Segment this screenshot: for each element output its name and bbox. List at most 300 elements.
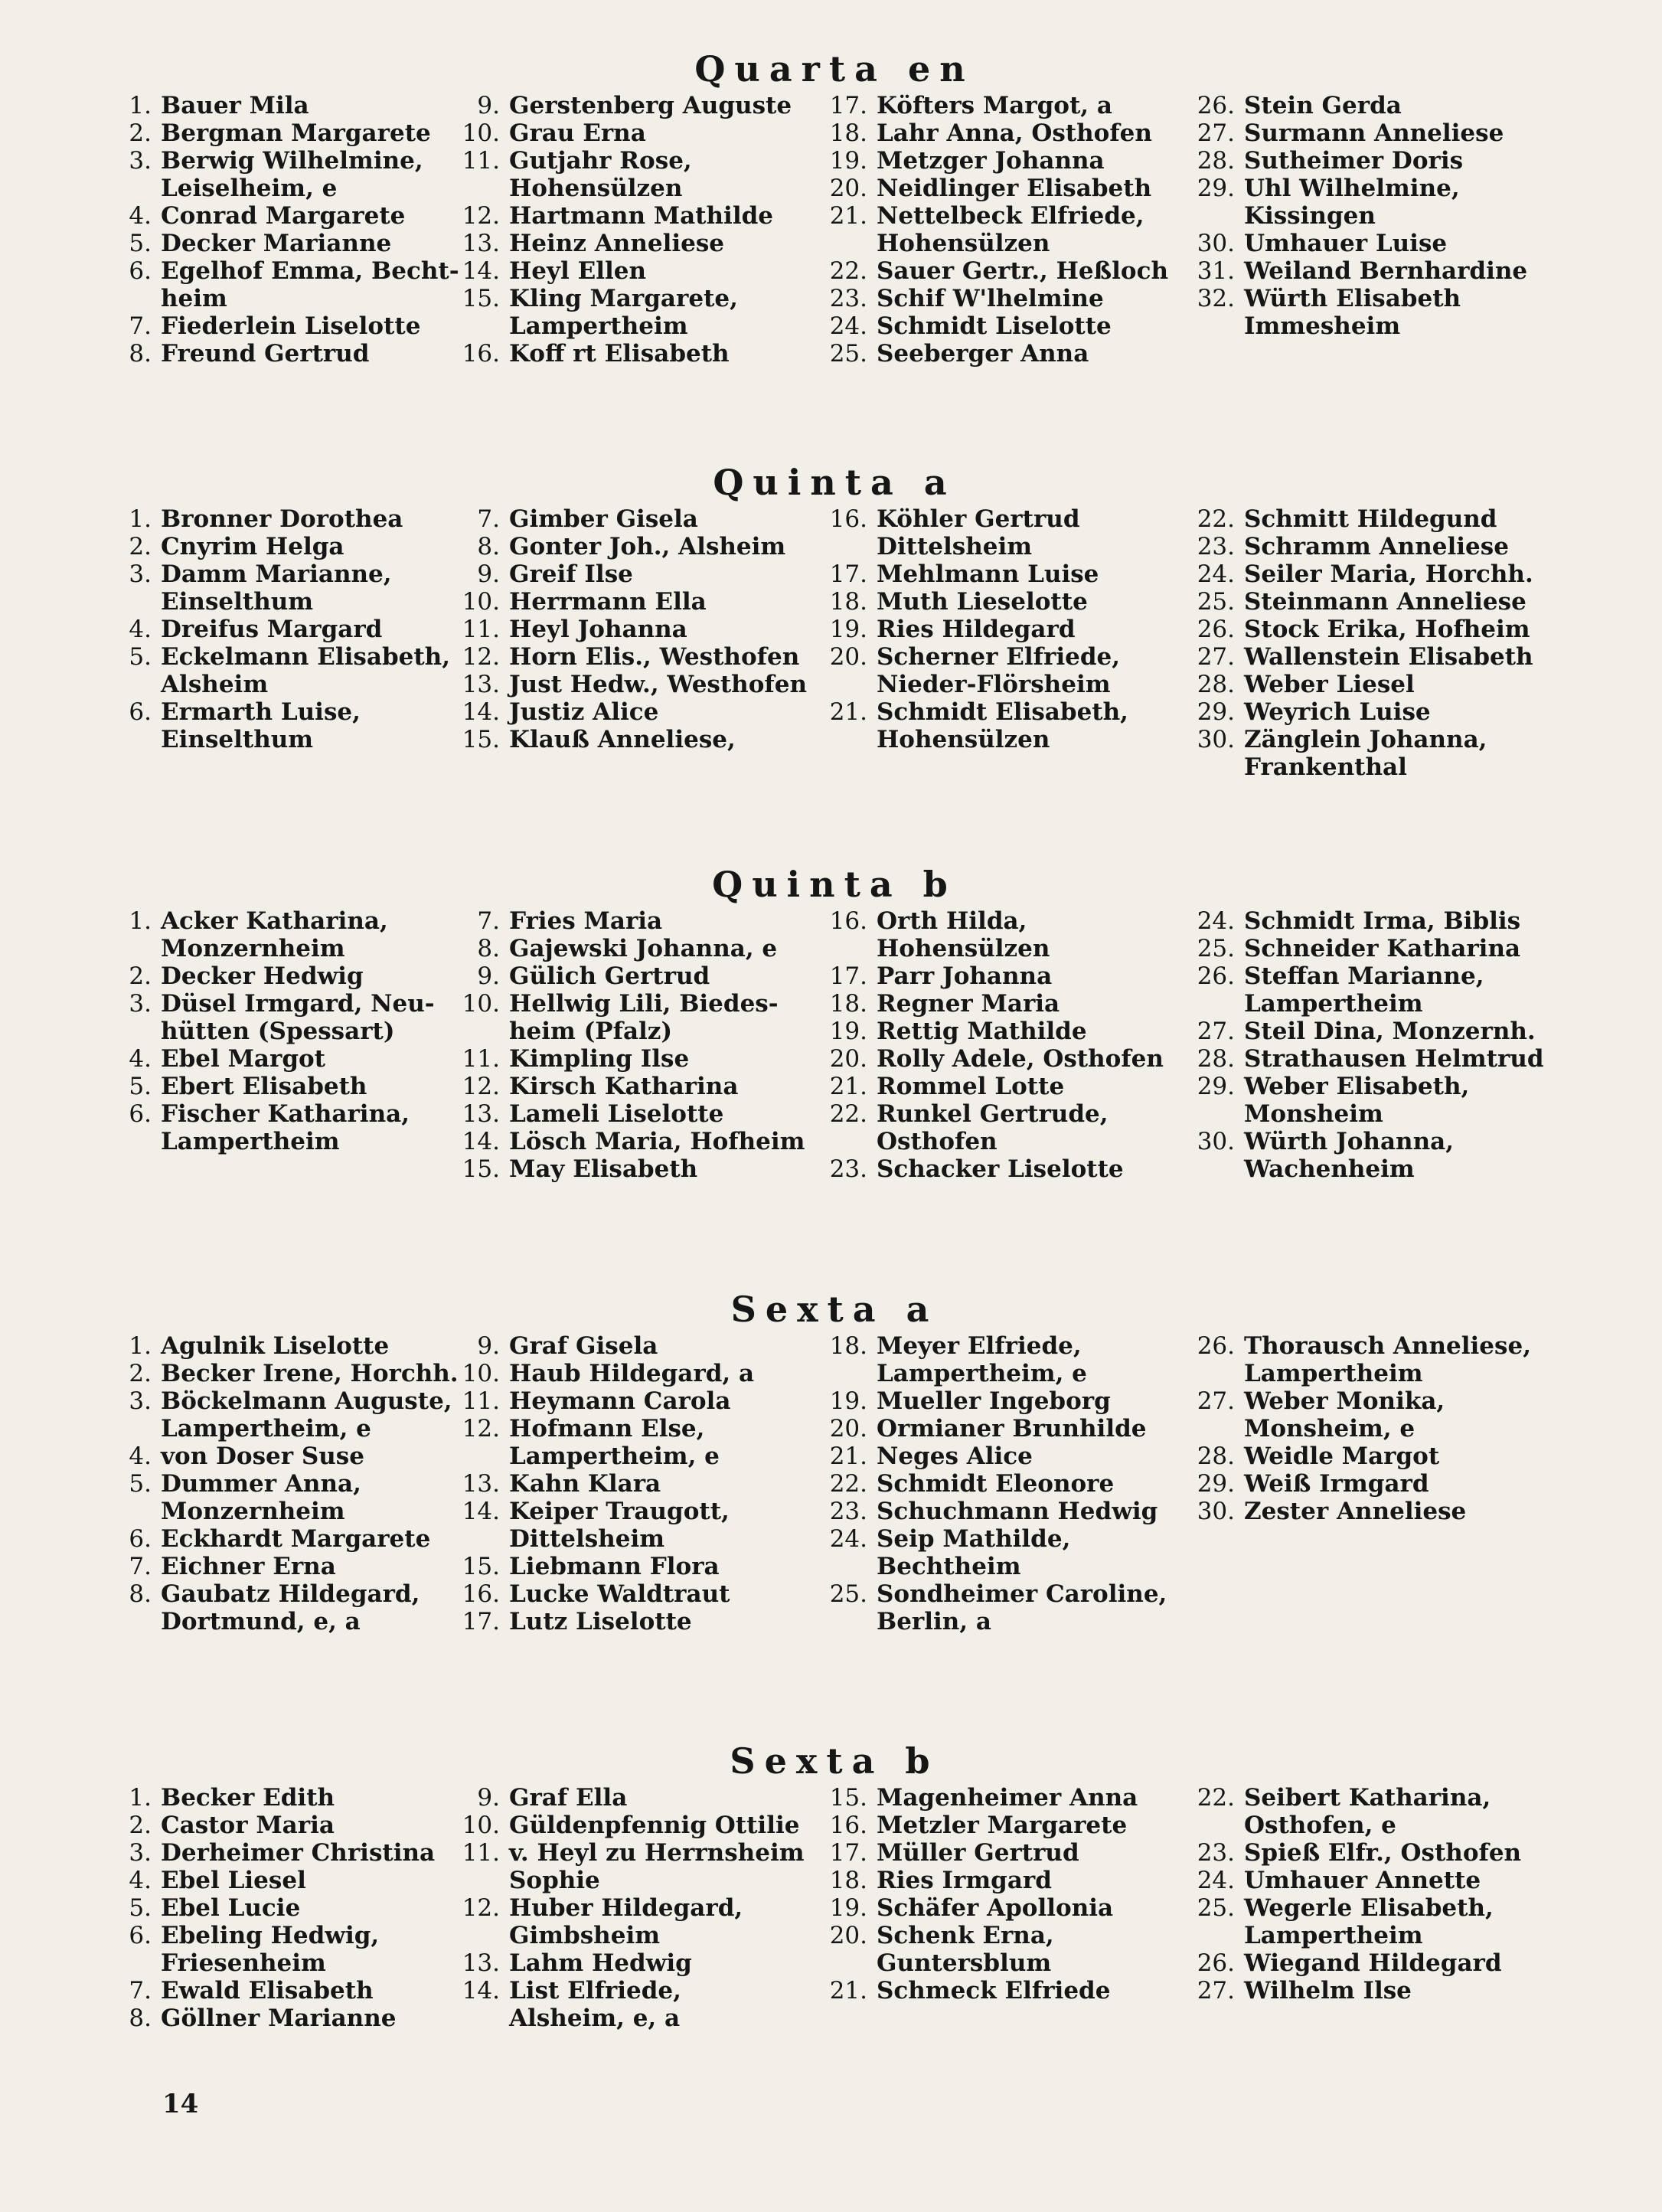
- list-item: [823, 1100, 1183, 1155]
- student-name: Damm Marianne, Einselthum: [161, 560, 392, 616]
- item-number: 12.: [462, 1894, 500, 1922]
- student-name: Ormianer Brunhilde: [877, 1415, 1147, 1443]
- list-item: [1190, 1867, 1550, 1894]
- item-number: 10.: [462, 1360, 500, 1387]
- item-number: 25.: [1197, 1894, 1235, 1922]
- list-item: [823, 1867, 1183, 1894]
- item-number: 27.: [1197, 1018, 1235, 1045]
- student-name: Gajewski Johanna, e: [509, 935, 778, 962]
- list-column: [1190, 907, 1550, 1183]
- student-name: Haub Hildegard, a: [509, 1360, 755, 1387]
- item-number: 32.: [1197, 285, 1235, 312]
- item-number: 14.: [462, 1977, 500, 2005]
- list-item: [107, 2005, 467, 2032]
- item-number: 27.: [1197, 643, 1235, 671]
- student-name: Wiegand Hildegard: [1244, 1949, 1502, 1977]
- list-item: [1190, 616, 1550, 643]
- item-number: 12.: [462, 643, 500, 671]
- list-item: [823, 175, 1183, 202]
- item-number: 22.: [829, 1100, 867, 1128]
- list-item: [455, 1332, 815, 1360]
- student-name: v. Heyl zu Herrnsheim Sophie: [509, 1839, 805, 1894]
- item-number: 24.: [1197, 560, 1235, 588]
- list-item: [823, 1977, 1183, 2005]
- list-item: [107, 1525, 467, 1553]
- student-name: Ebeling Hedwig, Friesenheim: [161, 1922, 380, 1977]
- student-name: Becker Edith: [161, 1784, 335, 1812]
- student-name: Gimber Gisela: [509, 505, 698, 533]
- student-name: Keiper Traugott, Dittelsheim: [509, 1498, 730, 1553]
- student-name: Muth Lieselotte: [877, 588, 1088, 616]
- list-item: [455, 1470, 815, 1498]
- list-item: [107, 1784, 467, 1812]
- list-item: [823, 907, 1183, 962]
- item-number: 10.: [462, 119, 500, 147]
- item-number: 19.: [829, 616, 867, 643]
- list-item: [1190, 1839, 1550, 1867]
- item-number: 1.: [129, 505, 152, 533]
- item-number: 6.: [129, 1922, 152, 1949]
- list-item: [823, 990, 1183, 1018]
- student-name: Eckhardt Margarete: [161, 1525, 431, 1553]
- student-name: Weber Elisabeth, Monsheim: [1244, 1073, 1470, 1128]
- list-item: [107, 147, 467, 202]
- item-number: 30.: [1197, 1128, 1235, 1155]
- student-name: Schramm Anneliese: [1244, 533, 1509, 560]
- student-name: Lameli Liselotte: [509, 1100, 724, 1128]
- list-item: [823, 285, 1183, 312]
- student-name: Cnyrim Helga: [161, 533, 344, 560]
- student-name: Gülich Gertrud: [509, 962, 710, 990]
- item-number: 5.: [129, 643, 152, 671]
- item-number: 7.: [129, 312, 152, 340]
- list-item: [455, 119, 815, 147]
- item-number: 15.: [462, 1155, 500, 1183]
- list-item: [107, 119, 467, 147]
- item-number: 20.: [829, 1922, 867, 1949]
- section-quinta-b: [107, 861, 1562, 1214]
- item-number: 17.: [829, 92, 867, 119]
- list-item: [107, 990, 467, 1045]
- student-name: Weiß Irmgard: [1244, 1470, 1429, 1498]
- student-name: Metzler Margarete: [877, 1812, 1128, 1839]
- student-name: Wilhelm Ilse: [1244, 1977, 1412, 2005]
- item-number: 16.: [829, 505, 867, 533]
- list-item: [455, 92, 815, 119]
- list-item: [455, 1949, 815, 1977]
- list-item: [107, 698, 467, 753]
- student-name: Bauer Mila: [161, 92, 309, 119]
- item-number: 13.: [462, 1470, 500, 1498]
- student-name: Decker Marianne: [161, 230, 392, 257]
- student-name: Gonter Joh., Alsheim: [509, 533, 786, 560]
- student-name: Seeberger Anna: [877, 340, 1089, 368]
- item-number: 29.: [1197, 698, 1235, 726]
- student-name: Justiz Alice: [509, 698, 659, 726]
- item-number: 27.: [1197, 119, 1235, 147]
- item-number: 21.: [829, 698, 867, 726]
- list-item: [455, 257, 815, 285]
- list-item: [455, 726, 815, 753]
- list-item: [107, 533, 467, 560]
- section-quinta-a: [107, 459, 1562, 812]
- student-name: Koff rt Elisabeth: [509, 340, 730, 368]
- item-number: 24.: [829, 312, 867, 340]
- item-number: 25.: [1197, 588, 1235, 616]
- list-item: [823, 312, 1183, 340]
- student-name: Kahn Klara: [509, 1470, 661, 1498]
- student-name: Umhauer Luise: [1244, 230, 1448, 257]
- list-column: [455, 505, 815, 753]
- item-number: 5.: [129, 1073, 152, 1100]
- student-name: Derheimer Christina: [161, 1839, 436, 1867]
- list-item: [1190, 935, 1550, 962]
- student-name: Just Hedw., Westhofen: [509, 671, 807, 698]
- section-columns: [107, 505, 1562, 812]
- list-item: [823, 1922, 1183, 1977]
- list-item: [107, 92, 467, 119]
- student-name: Seip Mathilde, Bechtheim: [877, 1525, 1071, 1580]
- student-name: Strathausen Helmtrud: [1244, 1045, 1544, 1073]
- list-item: [455, 1155, 815, 1183]
- student-name: Müller Gertrud: [877, 1839, 1079, 1867]
- list-item: [107, 1580, 467, 1635]
- student-name: Wallenstein Elisabeth: [1244, 643, 1533, 671]
- item-number: 1.: [129, 1332, 152, 1360]
- student-name: Göllner Marianne: [161, 2005, 397, 2032]
- list-column: [1190, 1784, 1550, 2005]
- item-number: 9.: [477, 92, 500, 119]
- item-number: 5.: [129, 1894, 152, 1922]
- list-item: [823, 643, 1183, 698]
- item-number: 8.: [129, 1580, 152, 1608]
- list-item: [1190, 1387, 1550, 1443]
- student-name: Würth Elisabeth Immesheim: [1244, 285, 1461, 340]
- list-item: [823, 1332, 1183, 1387]
- section-quarta: [107, 46, 1562, 398]
- student-name: Schmidt Elisabeth, Hohensülzen: [877, 698, 1128, 753]
- item-number: 16.: [829, 1812, 867, 1839]
- item-number: 2.: [129, 119, 152, 147]
- list-item: [1190, 533, 1550, 560]
- item-number: 20.: [829, 1045, 867, 1073]
- item-number: 17.: [829, 962, 867, 990]
- list-item: [1190, 1128, 1550, 1183]
- item-number: 13.: [462, 1949, 500, 1977]
- item-number: 12.: [462, 1415, 500, 1443]
- student-name: List Elfriede, Alsheim, e, a: [509, 1977, 681, 2032]
- student-name: Grau Erna: [509, 119, 646, 147]
- student-name: Regner Maria: [877, 990, 1060, 1018]
- list-item: [823, 1018, 1183, 1045]
- student-name: Ewald Elisabeth: [161, 1977, 374, 2005]
- item-number: 20.: [829, 643, 867, 671]
- item-number: 9.: [477, 560, 500, 588]
- student-name: Surmann Anneliese: [1244, 119, 1504, 147]
- student-name: Uhl Wilhelmine, Kissingen: [1244, 175, 1460, 230]
- student-name: Köfters Margot, a: [877, 92, 1112, 119]
- student-name: Schacker Liselotte: [877, 1155, 1124, 1183]
- list-item: [823, 257, 1183, 285]
- list-item: [107, 202, 467, 230]
- section-heading: Quinta a: [713, 462, 956, 503]
- item-number: 13.: [462, 1100, 500, 1128]
- student-name: Gutjahr Rose, Hohensülzen: [509, 147, 692, 202]
- student-name: Schäfer Apollonia: [877, 1894, 1114, 1922]
- item-number: 2.: [129, 1360, 152, 1387]
- list-item: [107, 1332, 467, 1360]
- student-name: Fiederlein Liselotte: [161, 312, 421, 340]
- item-number: 30.: [1197, 1498, 1235, 1525]
- item-number: 11.: [462, 1839, 500, 1867]
- item-number: 14.: [462, 1128, 500, 1155]
- student-name: Heymann Carola: [509, 1387, 731, 1415]
- student-name: Hofmann Else, Lampertheim, e: [509, 1415, 720, 1470]
- list-item: [455, 1784, 815, 1812]
- list-item: [1190, 1018, 1550, 1045]
- list-item: [455, 1894, 815, 1949]
- list-item: [1190, 230, 1550, 257]
- list-item: [823, 1155, 1183, 1183]
- list-item: [1190, 1977, 1550, 2005]
- item-number: 30.: [1197, 726, 1235, 753]
- list-item: [455, 1100, 815, 1128]
- student-name: Nettelbeck Elfriede, Hohensülzen: [877, 202, 1144, 257]
- item-number: 8.: [129, 2005, 152, 2032]
- list-item: [823, 147, 1183, 175]
- student-name: Kirsch Katharina: [509, 1073, 739, 1100]
- list-item: [455, 962, 815, 990]
- list-item: [823, 616, 1183, 643]
- list-item: [455, 285, 815, 340]
- item-number: 28.: [1197, 147, 1235, 175]
- list-item: [107, 1867, 467, 1894]
- list-column: [107, 1784, 467, 2032]
- list-item: [455, 1839, 815, 1894]
- list-column: [107, 92, 467, 368]
- student-name: Parr Johanna: [877, 962, 1053, 990]
- item-number: 23.: [1197, 1839, 1235, 1867]
- student-name: Lahm Hedwig: [509, 1949, 692, 1977]
- student-name: Conrad Margarete: [161, 202, 406, 230]
- list-column: [107, 505, 467, 753]
- student-name: Steinmann Anneliese: [1244, 588, 1526, 616]
- student-name: Berwig Wilhelmine, Leiselheim, e: [161, 147, 423, 202]
- list-item: [455, 560, 815, 588]
- item-number: 16.: [829, 907, 867, 935]
- item-number: 29.: [1197, 175, 1235, 202]
- list-item: [1190, 962, 1550, 1018]
- list-column: [823, 1332, 1183, 1635]
- item-number: 1.: [129, 1784, 152, 1812]
- item-number: 4.: [129, 1045, 152, 1073]
- student-name: Weiland Bernhardine: [1244, 257, 1528, 285]
- item-number: 3.: [129, 1839, 152, 1867]
- list-column: [823, 1784, 1183, 2005]
- student-name: Sutheimer Doris: [1244, 147, 1464, 175]
- list-item: [455, 1360, 815, 1387]
- list-item: [823, 560, 1183, 588]
- list-column: [455, 1784, 815, 2032]
- item-number: 23.: [829, 1155, 867, 1183]
- item-number: 6.: [129, 1525, 152, 1553]
- list-item: [455, 340, 815, 368]
- student-name: Greif Ilse: [509, 560, 633, 588]
- item-number: 11.: [462, 1387, 500, 1415]
- list-item: [1190, 285, 1550, 340]
- student-name: Ebel Liesel: [161, 1867, 306, 1894]
- item-number: 22.: [1197, 1784, 1235, 1812]
- student-name: Heyl Ellen: [509, 257, 647, 285]
- list-item: [823, 1812, 1183, 1839]
- item-number: 13.: [462, 230, 500, 257]
- item-number: 16.: [462, 1580, 500, 1608]
- student-name: Neidlinger Elisabeth: [877, 175, 1152, 202]
- item-number: 8.: [129, 340, 152, 368]
- item-number: 17.: [829, 560, 867, 588]
- item-number: 3.: [129, 990, 152, 1018]
- item-number: 21.: [829, 1977, 867, 2005]
- student-name: Decker Hedwig: [161, 962, 364, 990]
- list-item: [1190, 698, 1550, 726]
- list-item: [1190, 1470, 1550, 1498]
- item-number: 24.: [1197, 1867, 1235, 1894]
- student-name: Hellwig Lili, Biedes- heim (Pfalz): [509, 990, 779, 1045]
- list-item: [107, 1839, 467, 1867]
- list-item: [823, 1525, 1183, 1580]
- item-number: 6.: [129, 1100, 152, 1128]
- item-number: 14.: [462, 698, 500, 726]
- list-item: [1190, 1073, 1550, 1128]
- item-number: 29.: [1197, 1073, 1235, 1100]
- section-sexta-a: [107, 1286, 1562, 1639]
- list-item: [823, 1415, 1183, 1443]
- list-item: [107, 1045, 467, 1073]
- student-name: Ries Hildegard: [877, 616, 1076, 643]
- item-number: 11.: [462, 616, 500, 643]
- list-item: [1190, 1332, 1550, 1387]
- section-sexta-b: [107, 1738, 1562, 2090]
- list-column: [455, 907, 815, 1183]
- item-number: 3.: [129, 560, 152, 588]
- student-name: Schmeck Elfriede: [877, 1977, 1111, 2005]
- item-number: 14.: [462, 257, 500, 285]
- list-item: [1190, 1443, 1550, 1470]
- student-name: Horn Elis., Westhofen: [509, 643, 800, 671]
- item-number: 23.: [1197, 533, 1235, 560]
- list-item: [107, 1553, 467, 1580]
- student-name: Scherner Elfriede, Nieder-Flörsheim: [877, 643, 1121, 698]
- student-name: Schenk Erna, Guntersblum: [877, 1922, 1054, 1977]
- student-name: Lutz Liselotte: [509, 1608, 692, 1635]
- student-name: Neges Alice: [877, 1443, 1033, 1470]
- section-heading: Sexta a: [730, 1289, 939, 1330]
- item-number: 9.: [477, 1332, 500, 1360]
- student-name: Ebert Elisabeth: [161, 1073, 367, 1100]
- item-number: 25.: [829, 1580, 867, 1608]
- list-item: [455, 202, 815, 230]
- list-column: [455, 92, 815, 368]
- item-number: 20.: [829, 1415, 867, 1443]
- item-number: 26.: [1197, 962, 1235, 990]
- item-number: 8.: [477, 533, 500, 560]
- list-item: [107, 1922, 467, 1977]
- student-name: Zänglein Johanna, Frankenthal: [1244, 726, 1487, 781]
- item-number: 7.: [477, 907, 500, 935]
- list-item: [107, 257, 467, 312]
- student-name: Thorausch Anneliese, Lampertheim: [1244, 1332, 1531, 1387]
- student-name: Sauer Gertr., Heßloch: [877, 257, 1169, 285]
- student-name: Ries Irmgard: [877, 1867, 1052, 1894]
- list-item: [107, 907, 467, 962]
- student-name: Steil Dina, Monzernh.: [1244, 1018, 1536, 1045]
- student-name: Rettig Mathilde: [877, 1018, 1087, 1045]
- page-number: 14: [162, 2089, 199, 2119]
- item-number: 3.: [129, 1387, 152, 1415]
- list-item: [823, 92, 1183, 119]
- student-name: Magenheimer Anna: [877, 1784, 1138, 1812]
- student-name: Rommel Lotte: [877, 1073, 1065, 1100]
- item-number: 7.: [477, 505, 500, 533]
- list-item: [107, 1470, 467, 1525]
- student-name: Kimpling Ilse: [509, 1045, 690, 1073]
- list-item: [455, 1498, 815, 1553]
- list-item: [455, 935, 815, 962]
- item-number: 30.: [1197, 230, 1235, 257]
- student-name: Ermarth Luise, Einselthum: [161, 698, 361, 753]
- list-column: [823, 92, 1183, 368]
- list-item: [823, 588, 1183, 616]
- list-item: [455, 147, 815, 202]
- list-item: [455, 533, 815, 560]
- student-name: Orth Hilda, Hohensülzen: [877, 907, 1050, 962]
- list-item: [455, 616, 815, 643]
- list-item: [107, 616, 467, 643]
- item-number: 23.: [829, 285, 867, 312]
- list-item: [107, 312, 467, 340]
- student-name: Acker Katharina, Monzernheim: [161, 907, 388, 962]
- list-item: [823, 1784, 1183, 1812]
- list-item: [823, 340, 1183, 368]
- item-number: 23.: [829, 1498, 867, 1525]
- section-heading: Quinta b: [712, 864, 957, 905]
- item-number: 6.: [129, 257, 152, 285]
- student-name: Graf Ella: [509, 1784, 628, 1812]
- item-number: 12.: [462, 1073, 500, 1100]
- item-number: 4.: [129, 616, 152, 643]
- student-name: Kling Margarete, Lampertheim: [509, 285, 738, 340]
- item-number: 21.: [829, 202, 867, 230]
- list-item: [1190, 671, 1550, 698]
- item-number: 11.: [462, 1045, 500, 1073]
- student-name: Metzger Johanna: [877, 147, 1105, 175]
- list-item: [455, 1128, 815, 1155]
- item-number: 16.: [462, 340, 500, 368]
- item-number: 9.: [477, 962, 500, 990]
- item-number: 26.: [1197, 1332, 1235, 1360]
- list-item: [455, 505, 815, 533]
- student-name: Agulnik Liselotte: [161, 1332, 390, 1360]
- student-name: Seiler Maria, Horchh.: [1244, 560, 1533, 588]
- list-column: [823, 907, 1183, 1183]
- student-name: Umhauer Annette: [1244, 1867, 1481, 1894]
- student-name: Schif W'lhelmine: [877, 285, 1104, 312]
- list-item: [823, 1894, 1183, 1922]
- item-number: 28.: [1197, 671, 1235, 698]
- item-number: 26.: [1197, 92, 1235, 119]
- list-item: [455, 1977, 815, 2032]
- list-item: [1190, 175, 1550, 230]
